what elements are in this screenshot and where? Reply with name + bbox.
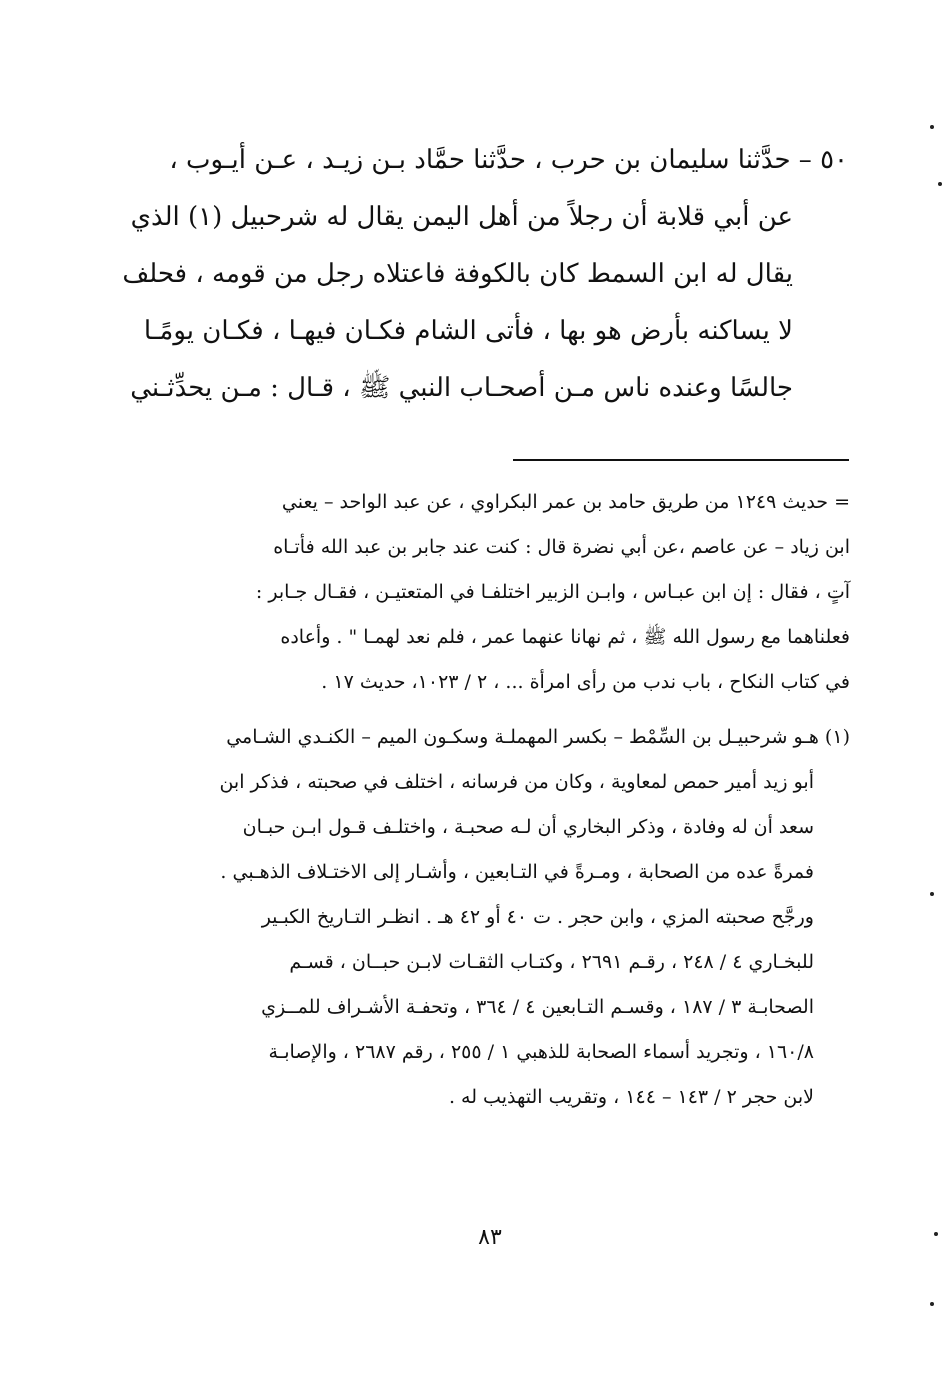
scan-speck	[930, 892, 934, 896]
footnote-separator	[513, 459, 849, 461]
footnote-line: في كتاب النكاح ، باب ندب من رأى امرأة ... ، ٢ / ١٠٢٣، حديث ١٧ .	[321, 671, 850, 693]
footnotes	[150, 480, 850, 1130]
footnote-line: للبخـاري ٤ / ٢٤٨ ، رقـم ٢٦٩١ ، وكتـاب الثقـات لابـن حبــان ، قسـم	[289, 951, 814, 973]
footnote-1	[150, 715, 850, 1120]
footnote-line: الصحابـة ٣ / ١٨٧ ، وقسـم التـابعين ٤ / ٣٦٤ ، وتحفـة الأشـراف للمــزي	[261, 996, 814, 1018]
hadith-line: لا يساكنه بأرض هو بها ، فأتى الشام فكـان فيهـا ، فكـان يومًـا	[143, 316, 793, 346]
hadith-line: عن أبي قلابة أن رجلاً من أهل اليمن يقال له شرحبيل (١) الذي	[130, 202, 793, 232]
footnote-line: فعلناهما مع رسول الله ﷺ ، ثم نهانا عنهما عمر ، فلم نعد لهمـا " . وأعاده	[280, 626, 850, 648]
footnote-line: = حديث ١٢٤٩ من طريق حامد بن عمر البكراوي ، عن عبد الواحد – يعني	[281, 491, 850, 513]
footnote-line: (١) هـو شرحبيـل بن السِّمْط – بكسر المهملـة وسكـون الميم – الكنـدي الشـامي	[226, 726, 850, 748]
footnote-line: آتٍ ، فقال : إن ابن عبـاس ، وابـن الزبير اختلفـا في المتعتيـن ، فقـال جـابر :	[255, 581, 850, 603]
scan-speck	[934, 1232, 938, 1236]
footnote-line: ابن زياد – عن عاصم ،عن أبي نضرة قال : كنت عند جابر بن عبد الله فأتـاه	[273, 536, 850, 558]
scan-speck	[930, 125, 934, 129]
footnote-line: فمرةً عده من الصحابة ، ومـرةً في التـابعين ، وأشـار إلى الاختـلاف الذهـبي .	[220, 861, 814, 883]
footnote-continued	[150, 480, 850, 705]
hadith-line: ٥٠ – حدَّثنا سليمان بن حرب ، حدَّثنا حمَّاد بـن زيـد ، عـن أيـوب ،	[169, 145, 848, 175]
scan-speck	[938, 182, 942, 186]
hadith-text	[122, 132, 848, 417]
footnote-line: أبو زيد أمير حمص لمعاوية ، وكان من فرسانه ، اختلف في صحبته ، فذكر ابن	[219, 771, 814, 793]
footnote-line: ١٦٠/٨ ، وتجريد أسماء الصحابة للذهبي ١ / ٢٥٥ ، رقم ٢٦٨٧ ، والإصابـة	[268, 1041, 814, 1063]
scan-speck	[930, 1302, 934, 1306]
page-number: ٨٣	[478, 1225, 502, 1250]
footnote-line: لابن حجر ٢ / ١٤٣ – ١٤٤ ، وتقريب التهذيب له .	[448, 1086, 814, 1108]
hadith-line: يقال له ابن السمط كان بالكوفة فاعتلاه رجل من قومه ، فحلف	[122, 259, 793, 289]
hadith-line: جالسًا وعنده ناس مـن أصحـاب النبي ﷺ ، قـال : مـن يحدِّثـني	[130, 373, 793, 403]
footnote-line: ورجَّح صحبته المزي ، وابن حجر . ت ٤٠ أو ٤٢ هـ . انظـر التـاريخ الكبـير	[261, 906, 814, 928]
footnote-line: سعد أن له وفادة ، وذكر البخاري أن لـه صحبـة ، واختلـف قـول ابـن حبـان	[242, 816, 814, 838]
